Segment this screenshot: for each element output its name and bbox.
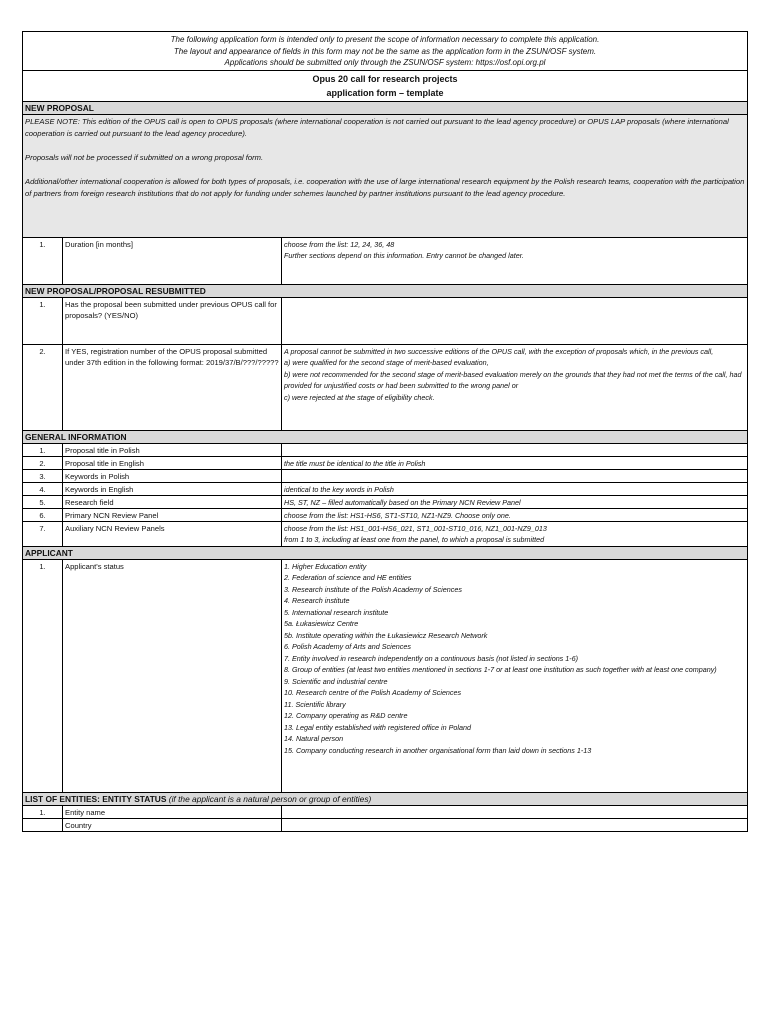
row-label: Research field bbox=[63, 496, 282, 508]
row-value-field[interactable] bbox=[282, 509, 747, 521]
value-line: from 1 to 3, including at least one from the panel, to which a proposal is submitted bbox=[284, 535, 545, 544]
table-row[interactable] bbox=[23, 560, 747, 793]
section-new-proposal-heading: NEW PROPOSAL bbox=[23, 102, 747, 115]
status-option: 10. Research centre of the Polish Academy of Sciences bbox=[284, 688, 462, 697]
value-line: choose from the list: HS1-HS6, ST1-ST10, NZ1-NZ9. Choose only one. bbox=[284, 510, 511, 520]
row-number: 5. bbox=[23, 496, 63, 508]
intro-line: The layout and appearance of fields in this form may not be the same as the application form in the ZSUN/OSF system. bbox=[173, 46, 597, 56]
status-option: 11. Scientific library bbox=[284, 699, 346, 709]
row-number: 1. bbox=[23, 806, 63, 818]
value-line: A proposal cannot be submitted in two successive editions of the OPUS call, with the exception of proposals which, in the previous call, bbox=[284, 346, 714, 356]
status-option: 4. Research institute bbox=[284, 596, 350, 605]
row-number bbox=[23, 819, 63, 831]
status-option: 1. Higher Education entity bbox=[284, 561, 367, 571]
table-row[interactable] bbox=[23, 298, 747, 345]
row-number: 6. bbox=[23, 509, 63, 521]
status-option: 13. Legal entity established with registered office in Poland bbox=[284, 722, 471, 732]
row-label: Entity name bbox=[63, 806, 282, 818]
row-label: Applicant's status bbox=[63, 560, 282, 792]
row-number: 1. bbox=[23, 238, 63, 284]
status-option: 5. International research institute bbox=[284, 607, 389, 617]
row-value-field[interactable] bbox=[282, 457, 747, 469]
status-option: 8. Group of entities (at least two entities mentioned in sections 1-7 or at least one institution as such together with at least one company) bbox=[284, 665, 717, 674]
status-option: 9. Scientific and industrial centre bbox=[284, 676, 388, 686]
value-line: Further sections depend on this information. Entry cannot be changed later. bbox=[284, 251, 524, 260]
table-row[interactable] bbox=[23, 345, 747, 431]
status-option: 3. Research institute of the Polish Academy of Sciences bbox=[284, 584, 462, 594]
row-label: Has the proposal been submitted under previous OPUS call for proposals? (YES/NO) bbox=[63, 298, 282, 344]
note-paragraph: Additional/other international cooperation is allowed for both types of proposals, i.e. cooperation with the use of large international research equipment by the Polish research teams, cooperation with the participation of partners from foreign research institutions that do not apply for funding under schemes launched by partner institutions pursuant to the lead agency procedure. bbox=[25, 176, 745, 198]
row-label: Duration [in months] bbox=[63, 238, 282, 284]
row-number: 2. bbox=[23, 457, 63, 469]
intro-line: Applications should be submitted only through the ZSUN/OSF system: https://osf.opi.org.pl bbox=[224, 58, 546, 67]
value-line: choose from the list: HS1_001-HS6_021, ST1_001-ST10_016, NZ1_001-NZ9_013 bbox=[284, 523, 547, 533]
row-label: Keywords in English bbox=[63, 483, 282, 495]
new-proposal-notes bbox=[23, 115, 747, 238]
row-value-field[interactable] bbox=[282, 522, 747, 546]
table-row[interactable] bbox=[23, 819, 747, 831]
value-line: a) were qualified for the second stage of merit-based evaluation, bbox=[284, 358, 489, 367]
section-applicant-heading: APPLICANT bbox=[23, 547, 747, 560]
row-number: 4. bbox=[23, 483, 63, 495]
table-row[interactable] bbox=[23, 496, 747, 509]
row-value-field[interactable] bbox=[282, 806, 747, 818]
intro-notice bbox=[23, 32, 747, 71]
row-label: Proposal title in Polish bbox=[63, 444, 282, 456]
table-row[interactable] bbox=[23, 483, 747, 496]
row-value-field[interactable] bbox=[282, 444, 747, 456]
table-row[interactable] bbox=[23, 457, 747, 470]
table-row[interactable] bbox=[23, 509, 747, 522]
status-option: 7. Entity involved in research independently on a continuous basis (not listed in sections 1-6) bbox=[284, 653, 579, 663]
note-paragraph: Proposals will not be processed if submitted on a wrong proposal form. bbox=[25, 152, 264, 162]
row-label: Country bbox=[63, 819, 282, 831]
value-line: c) were rejected at the stage of eligibility check. bbox=[284, 392, 435, 402]
value-line: b) were not recommended for the second stage of merit-based evaluation merely on the grounds that they had not met the terms of the call, had provided for unjustified costs or had been submitted to the wrong panel or bbox=[284, 369, 742, 390]
table-row[interactable] bbox=[23, 444, 747, 457]
table-row[interactable] bbox=[23, 522, 747, 547]
status-option: 14. Natural person bbox=[284, 734, 344, 743]
row-value-field[interactable] bbox=[282, 238, 747, 284]
value-line: choose from the list: 12, 24, 36, 48 bbox=[284, 239, 395, 249]
section-title: LIST OF ENTITIES: ENTITY STATUS bbox=[25, 793, 167, 804]
status-option: 5b. Institute operating within the Łukasiewicz Research Network bbox=[284, 630, 488, 640]
row-label: Proposal title in English bbox=[63, 457, 282, 469]
row-label: Keywords in Polish bbox=[63, 470, 282, 482]
status-option: 15. Company conducting research in another organisational form than laid down in sections 1-13 bbox=[284, 745, 592, 755]
status-option: 5a. Łukasiewicz Centre bbox=[284, 619, 359, 628]
form-subtitle-line: application form – template bbox=[326, 87, 444, 98]
note-paragraph: PLEASE NOTE: This edition of the OPUS call is open to OPUS proposals (where international cooperation is not carried out pursuant to the lead agency procedure) or OPUS LAP proposals (where international cooperation is carried out pursuant to the lead agency procedure). bbox=[25, 116, 729, 138]
status-option: 6. Polish Academy of Arts and Sciences bbox=[284, 642, 411, 651]
row-value-field[interactable] bbox=[282, 470, 747, 482]
section-general-information-heading: GENERAL INFORMATION bbox=[23, 431, 747, 444]
table-row[interactable] bbox=[23, 806, 747, 819]
row-value-field[interactable] bbox=[282, 483, 747, 495]
value-line: identical to the key words in Polish bbox=[284, 484, 394, 494]
row-value-field[interactable] bbox=[282, 819, 747, 831]
status-option: 12. Company operating as R&D centre bbox=[284, 711, 408, 720]
value-line: HS, ST, NZ – filled automatically based on the Primary NCN Review Panel bbox=[284, 497, 521, 507]
form-title bbox=[23, 71, 747, 102]
status-option: 2. Federation of science and HE entities bbox=[284, 573, 412, 582]
row-number: 1. bbox=[23, 444, 63, 456]
row-number: 2. bbox=[23, 345, 63, 430]
table-row[interactable] bbox=[23, 470, 747, 483]
row-value-field[interactable] bbox=[282, 298, 747, 344]
row-value-field[interactable] bbox=[282, 496, 747, 508]
row-label: Auxiliary NCN Review Panels bbox=[63, 522, 282, 546]
table-row[interactable] bbox=[23, 238, 747, 285]
value-line: the title must be identical to the title in Polish bbox=[284, 458, 426, 468]
row-number: 1. bbox=[23, 560, 63, 792]
form-title-line: Opus 20 call for research projects bbox=[312, 73, 458, 84]
section-list-of-entities-heading bbox=[23, 793, 747, 806]
row-label: Primary NCN Review Panel bbox=[63, 509, 282, 521]
row-label: If YES, registration number of the OPUS proposal submitted under 37th edition in the following format: 2019/37/B/???/????? bbox=[63, 345, 282, 430]
section-resubmitted-heading: NEW PROPOSAL/PROPOSAL RESUBMITTED bbox=[23, 285, 747, 298]
applicant-status-options[interactable] bbox=[282, 560, 747, 792]
application-form-sheet bbox=[22, 31, 748, 832]
intro-line: The following application form is intended only to present the scope of information necessary to complete this application. bbox=[170, 35, 600, 44]
section-note: (if the applicant is a natural person or group of entities) bbox=[168, 793, 372, 804]
row-value-field[interactable] bbox=[282, 345, 747, 430]
row-number: 3. bbox=[23, 470, 63, 482]
row-number: 1. bbox=[23, 298, 63, 344]
row-number: 7. bbox=[23, 522, 63, 546]
